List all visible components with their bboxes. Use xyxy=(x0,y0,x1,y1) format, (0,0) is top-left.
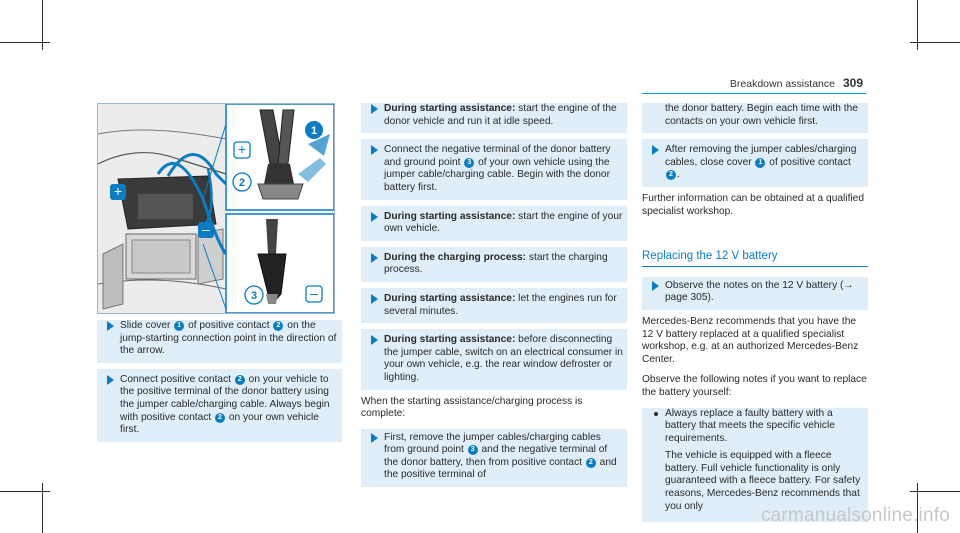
engine-bay-drawing xyxy=(98,104,334,313)
positive-contact-badge: 2 xyxy=(235,375,245,385)
step-arrow-icon xyxy=(652,145,659,155)
paragraph: Further information can be obtained at a qualified specialist workshop. xyxy=(642,192,865,217)
step-arrow-icon xyxy=(371,294,378,304)
step-arrow-icon xyxy=(107,375,114,385)
step-arrow-icon xyxy=(107,321,114,331)
instruction-step: During starting assistance: before disconnecting the jumper cable, switch on an electrical consumer in your own vehicle, e.g. the rear window defroster or lighting. xyxy=(361,329,627,389)
positive-contact-badge: 2 xyxy=(586,458,596,468)
instruction-step: Connect the negative terminal of the donor battery and ground point 3 of your own vehicle using the jumper cable/charging cable. Begin with the donor battery first. xyxy=(361,139,627,199)
step-arrow-icon xyxy=(371,212,378,222)
callout-3: 3 xyxy=(250,290,258,302)
step-arrow-icon xyxy=(652,281,659,291)
header-rule xyxy=(642,93,866,94)
page-header xyxy=(730,76,863,90)
step-arrow-icon xyxy=(371,253,378,263)
instruction-step: After removing the jumper cables/charging cables, close cover 1 of positive contact 2 . xyxy=(642,139,868,187)
instruction-step-continued: the donor battery. Begin each time with the contacts on your own vehicle first. xyxy=(642,103,868,133)
jump-start-illustration xyxy=(97,103,335,314)
ground-point-badge: 3 xyxy=(464,158,474,168)
paragraph: When the starting assistance/charging process is complete: xyxy=(361,395,583,420)
crop-mark xyxy=(0,42,50,43)
instruction-step: Slide cover 1 of positive contact 2 on the jump-starting connection point in the direction of the arrow. xyxy=(97,320,342,363)
instruction-step: During the charging process: start the charging process. xyxy=(361,247,627,282)
column-1 xyxy=(97,320,342,448)
plus-label: + xyxy=(237,141,247,157)
paragraph: Mercedes-Benz recommends that you have the 12 V battery replaced at a qualified specialist workshop, e.g. at an authorized Mercedes-Benz Center. xyxy=(642,315,859,365)
bullet-icon xyxy=(654,412,658,416)
watermark: carmanualsonline.info xyxy=(760,505,950,526)
callout-1: 1 xyxy=(310,125,318,137)
list-item-continuation: The vehicle is equipped with a fleece battery. Full vehicle functionality is only guaranteed with a fleece battery. For safety reasons, Mercedes-Benz recommends that you only xyxy=(665,450,861,512)
crop-mark xyxy=(910,491,960,492)
step-arrow-icon xyxy=(371,335,378,345)
positive-contact-badge: 2 xyxy=(273,321,283,331)
crop-mark xyxy=(0,491,50,492)
instruction-step: First, remove the jumper cables/charging cables from ground point 3 and the negative terminal of the donor battery, then from positive contact 2 and the positive terminal of xyxy=(361,429,627,487)
step-arrow-icon xyxy=(371,433,378,443)
cover-badge: 1 xyxy=(174,321,184,331)
page-number: 309 xyxy=(842,76,863,90)
minus-label: – xyxy=(310,285,318,301)
column-2 xyxy=(361,103,627,493)
ground-point-badge: 3 xyxy=(468,445,478,455)
plus-label: + xyxy=(113,183,123,199)
instruction-step: Observe the notes on the 12 V battery (→ page 305). xyxy=(642,277,868,310)
step-arrow-icon xyxy=(371,145,378,155)
minus-label: – xyxy=(202,221,210,237)
section-title: Replacing the 12 V battery xyxy=(642,250,868,267)
positive-contact-badge: 2 xyxy=(215,413,225,423)
list-item: Always replace a faulty battery with a battery that meets the specific vehicle requirements. xyxy=(665,408,864,446)
instruction-step: During starting assistance: let the engines run for several minutes. xyxy=(361,288,627,323)
positive-contact-badge: 2 xyxy=(666,170,676,180)
cover-badge: 1 xyxy=(755,158,765,168)
instruction-step: Connect positive contact 2 on your vehicle to the positive terminal of the donor battery using the jumper cable/charging cable. Always begin with positive contact 2 on your own vehicle first. xyxy=(97,369,342,442)
paragraph: Observe the following notes if you want to replace the battery yourself: xyxy=(642,374,867,398)
instruction-step: During starting assistance: start the engine of your own vehicle. xyxy=(361,206,627,241)
instruction-step: During starting assistance: start the engine of the donor vehicle and run it at idle speed. xyxy=(361,103,627,133)
section-name: Breakdown assistance xyxy=(729,78,835,90)
crop-mark xyxy=(910,42,960,43)
callout-2: 2 xyxy=(238,177,246,189)
step-arrow-icon xyxy=(371,104,378,114)
column-3 xyxy=(642,103,868,522)
